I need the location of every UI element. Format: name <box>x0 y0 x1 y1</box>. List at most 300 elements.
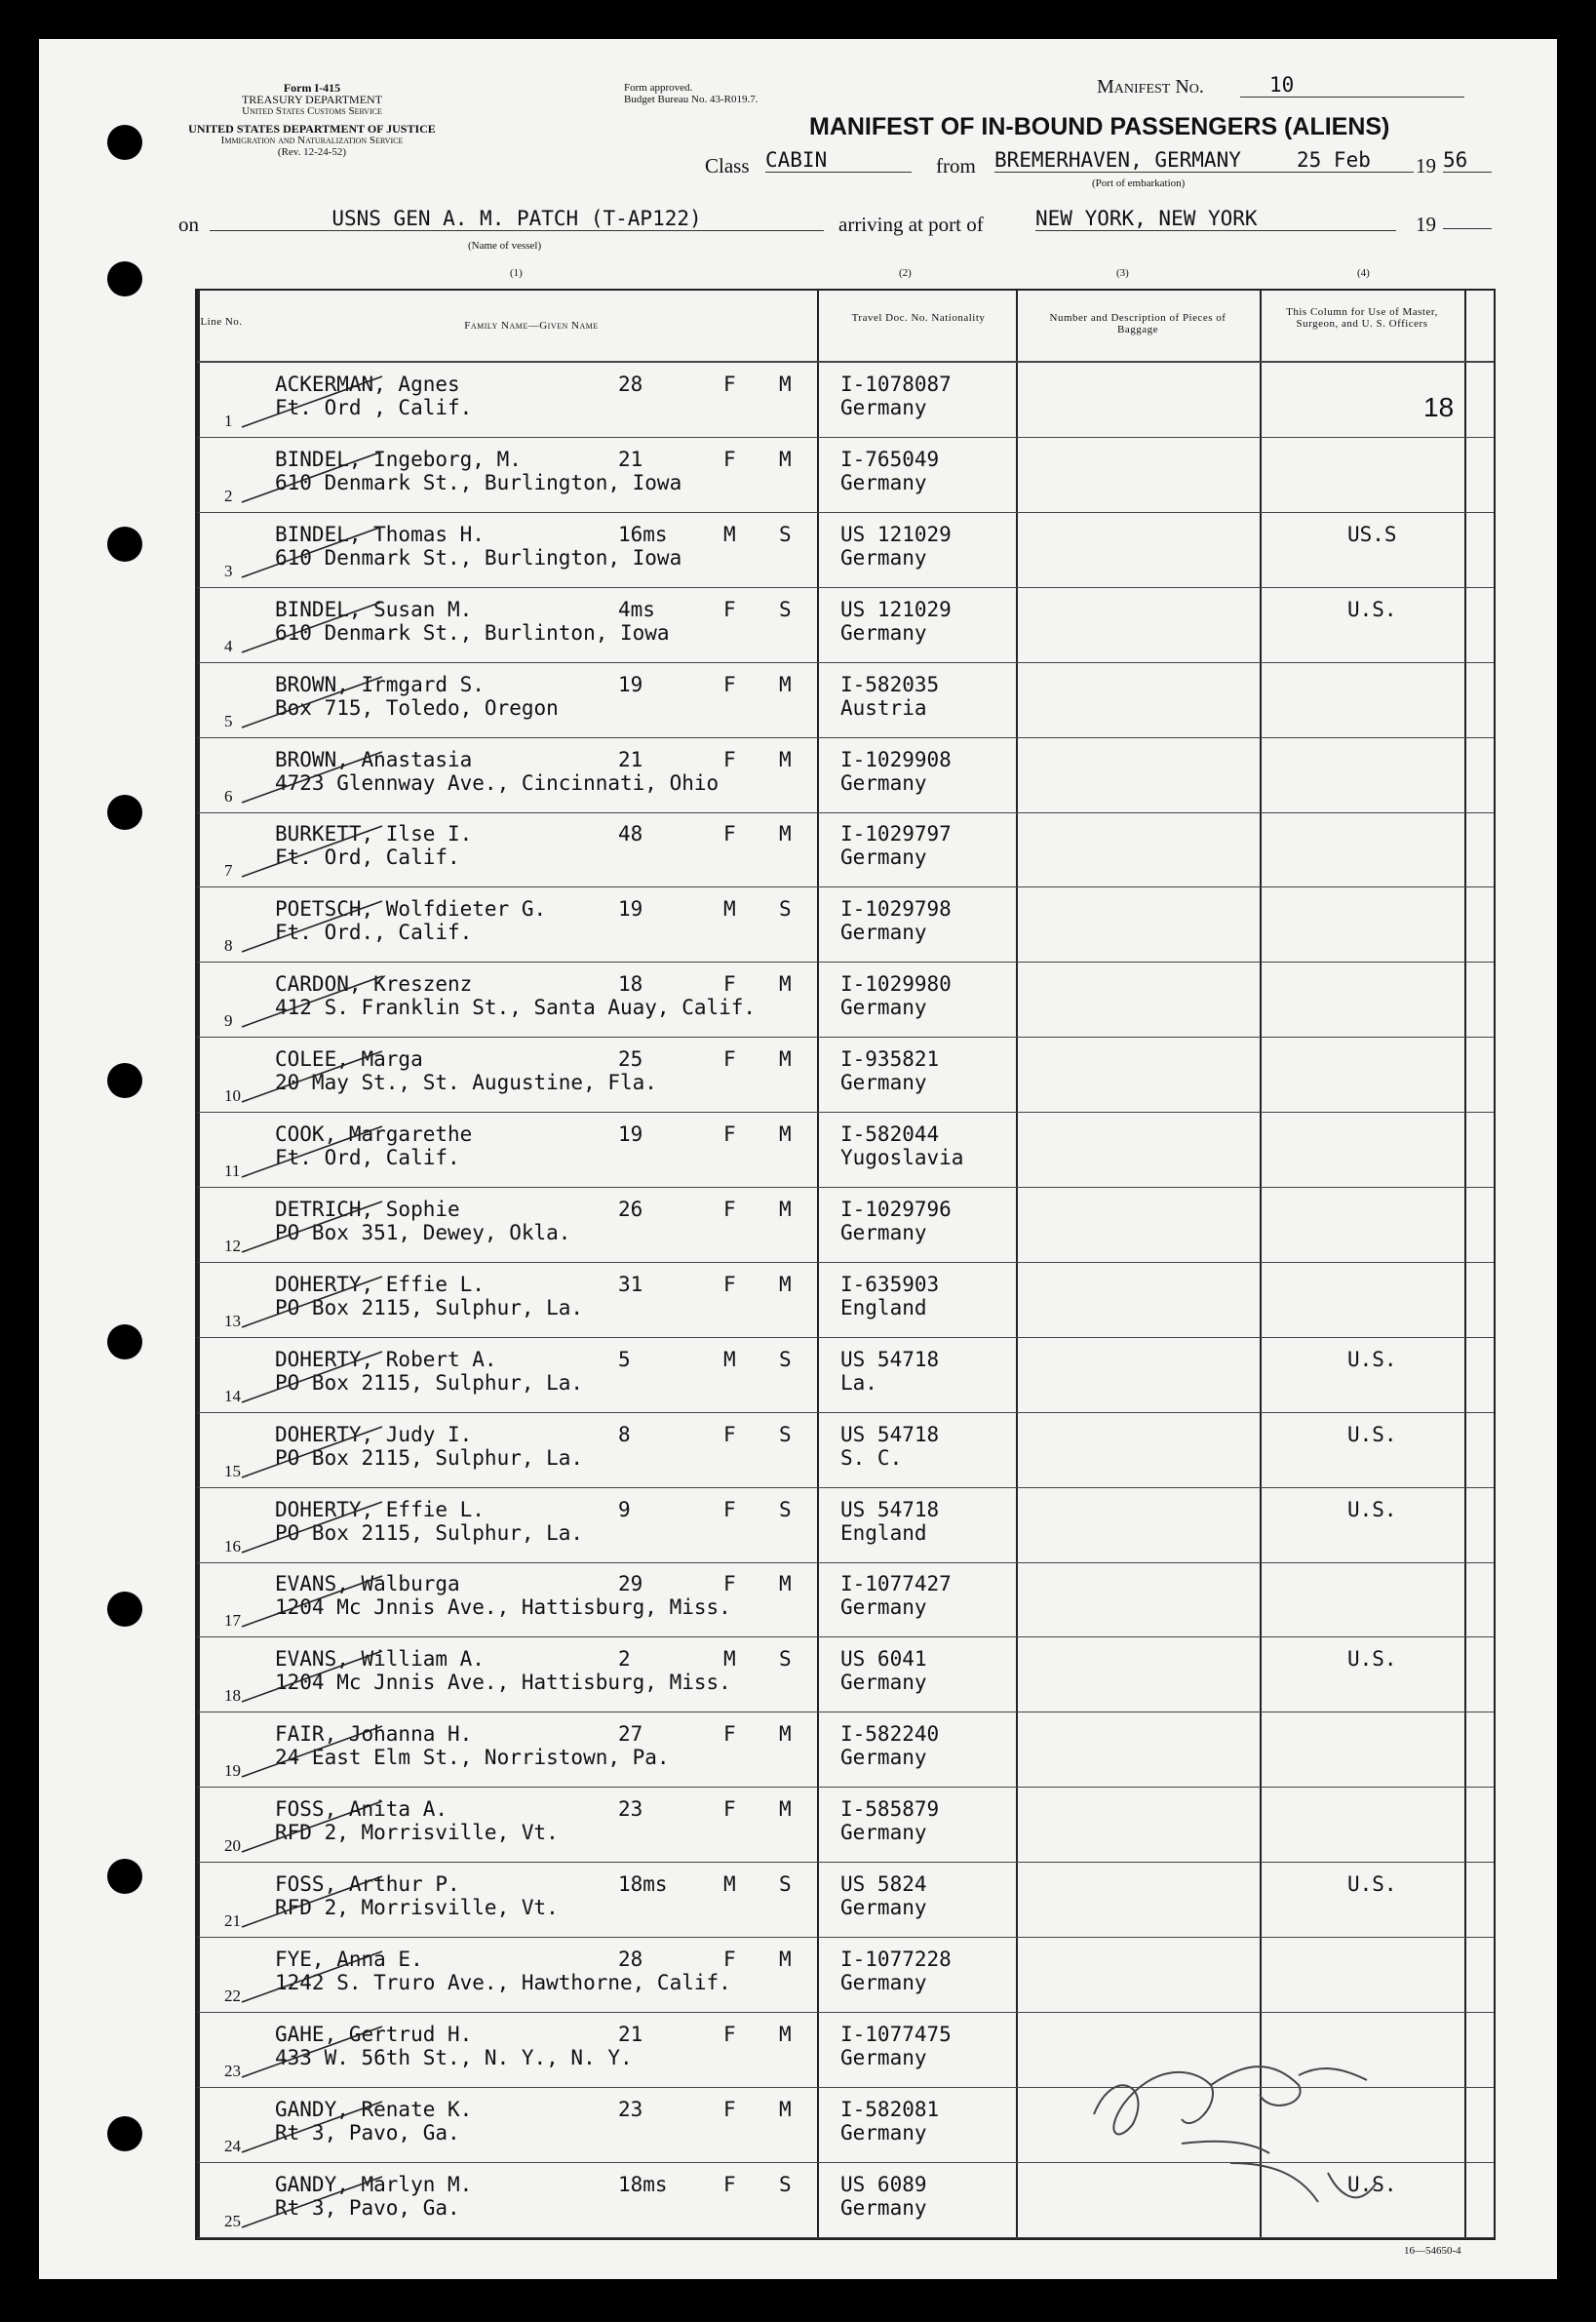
embarkation-date: 25 Feb <box>1297 148 1371 172</box>
passenger-age: 19 <box>618 672 643 696</box>
col-header-name: Family Name—Given Name <box>464 320 599 332</box>
check-mark <box>236 1196 392 1264</box>
line-number: 15 <box>224 1461 241 1480</box>
punch-hole <box>107 261 142 296</box>
check-mark <box>236 1045 392 1114</box>
check-mark <box>236 1720 392 1789</box>
passenger-address: PO Box 2115, Sulphur, La. <box>275 1370 584 1395</box>
table-row <box>197 887 1494 963</box>
check-mark <box>236 671 392 739</box>
passenger-name: GANDY, Marlyn M. <box>275 2172 473 2196</box>
nationality: Germany <box>840 996 927 1020</box>
travel-doc-no: I-1077475 <box>840 2022 952 2046</box>
marital-status: S <box>779 597 792 621</box>
marital-status: M <box>779 1197 792 1221</box>
nationality: Germany <box>840 1671 927 1695</box>
check-mark <box>236 2096 392 2164</box>
travel-doc-no: I-1029798 <box>840 897 952 922</box>
ins-service: Immigration and Naturalization Service <box>220 135 404 146</box>
marital-status: S <box>779 897 792 922</box>
passenger-sex: F <box>723 822 736 846</box>
nationality: England <box>840 1520 927 1545</box>
customs-service: United States Customs Service <box>242 105 382 117</box>
nationality: Germany <box>840 921 927 945</box>
justice-dept: UNITED STATES DEPARTMENT OF JUSTICE <box>188 122 436 136</box>
line-number: 21 <box>224 1911 241 1930</box>
passenger-name: COOK, Margarethe <box>275 1122 473 1146</box>
passenger-name: BROWN, Irmgard S. <box>275 672 485 696</box>
passenger-sex: F <box>723 2097 736 2121</box>
col-num-2: (2) <box>899 267 912 279</box>
passenger-sex: M <box>723 1347 736 1371</box>
marital-status: M <box>779 447 792 471</box>
check-mark <box>236 1346 392 1414</box>
table-row <box>197 1712 1494 1788</box>
line-number: 17 <box>224 1611 241 1631</box>
travel-doc-no: I-765049 <box>840 447 940 471</box>
passenger-age: 19 <box>618 1122 643 1146</box>
travel-doc-no: US 121029 <box>840 597 952 621</box>
line-number: 25 <box>224 2211 241 2230</box>
table-row <box>197 1413 1494 1488</box>
table-row <box>197 1263 1494 1338</box>
marital-status: M <box>779 2022 792 2046</box>
travel-doc-no: I-1029980 <box>840 972 952 997</box>
travel-doc-no: US 121029 <box>840 522 952 546</box>
check-mark <box>236 1496 392 1564</box>
line-number: 19 <box>224 1761 241 1781</box>
nationality: Germany <box>840 1071 927 1095</box>
passenger-sex: M <box>723 522 736 546</box>
nationality: England <box>840 1295 927 1319</box>
nationality: Germany <box>840 2120 927 2145</box>
table-row <box>197 513 1494 588</box>
passenger-name: BROWN, Anastasia <box>275 747 473 771</box>
check-mark <box>236 1870 392 1939</box>
year-prefix: 19 <box>1416 154 1436 177</box>
officer-note: U.S. <box>1347 1647 1397 1672</box>
passenger-name: GAHE, Gertrud H. <box>275 2022 473 2046</box>
table-row <box>197 1338 1494 1413</box>
year-prefix-2: 19 <box>1416 213 1436 236</box>
travel-doc-no: I-1078087 <box>840 373 952 396</box>
passenger-sex: F <box>723 1047 736 1072</box>
nationality: Germany <box>840 1970 927 1994</box>
col-num-4: (4) <box>1357 267 1370 279</box>
marital-status: M <box>779 672 792 696</box>
marital-status: M <box>779 747 792 771</box>
passenger-address: PO Box 2115, Sulphur, La. <box>275 1445 584 1470</box>
treasury-dept: TREASURY DEPARTMENT <box>241 93 383 106</box>
table-row <box>197 1488 1494 1563</box>
col-header-officers: This Column for Use of Master, Surgeon, and U. S. Officers <box>1286 306 1438 330</box>
passenger-name: CARDON, Kreszenz <box>275 972 473 997</box>
officer-note: U.S. <box>1347 2172 1397 2196</box>
check-mark <box>236 596 392 664</box>
nationality: Yugoslavia <box>840 1146 964 1169</box>
manifest-no-value: 10 <box>1240 73 1464 98</box>
nationality: Germany <box>840 2195 927 2220</box>
passenger-name: BINDEL, Susan M. <box>275 597 473 621</box>
marital-status: M <box>779 1572 792 1596</box>
table-row <box>197 738 1494 813</box>
table-row <box>197 1637 1494 1712</box>
passenger-age: 19 <box>618 897 643 922</box>
passenger-address: 610 Denmark St., Burlington, Iowa <box>275 470 682 494</box>
passenger-name: DOHERTY, Effie L. <box>275 1497 485 1521</box>
passenger-sex: F <box>723 1197 736 1221</box>
line-number: 5 <box>224 711 233 730</box>
check-mark <box>236 1121 392 1189</box>
marital-status: M <box>779 822 792 846</box>
passenger-address: 24 East Elm St., Norristown, Pa. <box>275 1746 670 1770</box>
passenger-name: FOSS, Anita A. <box>275 1797 448 1822</box>
nationality: Germany <box>840 846 927 870</box>
line-number: 20 <box>224 1836 241 1856</box>
nationality: Germany <box>840 396 927 419</box>
nationality: S. C. <box>840 1445 903 1470</box>
passenger-address: RFD 2, Morrisville, Vt. <box>275 1821 559 1845</box>
line-number: 9 <box>224 1011 233 1031</box>
passenger-age: 23 <box>618 1797 643 1822</box>
check-mark <box>236 2171 392 2239</box>
footer-code: 16—54650-4 <box>1404 2245 1461 2257</box>
line-number: 2 <box>224 486 233 505</box>
passenger-name: ACKERMAN, Agnes <box>275 373 460 396</box>
check-mark <box>236 521 392 589</box>
port-caption: (Port of embarkation) <box>1092 177 1186 189</box>
check-mark <box>236 2021 392 2089</box>
line-number: 13 <box>224 1311 241 1330</box>
budget-bureau: Budget Bureau No. 43-R019.7. <box>624 94 759 105</box>
passenger-sex: F <box>723 1422 736 1446</box>
class-label: Class <box>705 154 750 177</box>
passenger-sex: F <box>723 1572 736 1596</box>
passenger-sex: F <box>723 2172 736 2196</box>
passenger-name: BURKETT, Ilse I. <box>275 822 473 846</box>
travel-doc-no: US 6089 <box>840 2172 927 2196</box>
passenger-sex: F <box>723 373 736 396</box>
nationality: Germany <box>840 1821 927 1845</box>
passenger-age: 16ms <box>618 522 668 546</box>
passenger-address: Box 715, Toledo, Oregon <box>275 695 559 720</box>
col-header-line: Line No. <box>200 316 243 328</box>
passenger-age: 18ms <box>618 1872 668 1896</box>
officer-note: US.S <box>1347 522 1397 546</box>
year-blank <box>1443 228 1492 229</box>
check-mark <box>236 1645 392 1713</box>
approval-block <box>624 82 758 105</box>
passenger-sex: F <box>723 972 736 997</box>
officer-signature <box>1074 2027 1406 2222</box>
passenger-address: 20 May St., St. Augustine, Fla. <box>275 1071 657 1095</box>
passenger-address: 610 Denmark St., Burlington, Iowa <box>275 545 682 570</box>
punch-hole <box>107 125 142 160</box>
nationality: Germany <box>840 770 927 795</box>
officer-note: U.S. <box>1347 597 1397 621</box>
passenger-address: Ft. Ord, Calif. <box>275 1146 460 1169</box>
table-row <box>197 1562 1494 1637</box>
table-row <box>197 812 1494 887</box>
passenger-address: Rt 3, Pavo, Ga. <box>275 2195 460 2220</box>
officer-note: U.S. <box>1347 1347 1397 1371</box>
passenger-name: BINDEL, Ingeborg, M. <box>275 447 522 471</box>
passenger-address: 1204 Mc Jnnis Ave., Hattisburg, Miss. <box>275 1671 731 1695</box>
passenger-address: Ft. Ord., Calif. <box>275 921 473 945</box>
passenger-name: DOHERTY, Judy I. <box>275 1422 473 1446</box>
check-mark <box>236 820 392 888</box>
col-num-1: (1) <box>510 267 523 279</box>
passenger-name: COLEE, Marga <box>275 1047 423 1072</box>
nationality: La. <box>840 1370 877 1395</box>
revision-date: (Rev. 12-24-52) <box>277 146 347 158</box>
punch-hole <box>107 795 142 830</box>
table-row <box>197 663 1494 738</box>
officer-count-note: 18 <box>1423 392 1455 422</box>
table-row <box>197 363 1494 438</box>
passenger-name: POETSCH, Wolfdieter G. <box>275 897 547 922</box>
col-header-doc: Travel Doc. No. Nationality <box>851 312 986 324</box>
passenger-address: 1204 Mc Jnnis Ave., Hattisburg, Miss. <box>275 1595 731 1620</box>
passenger-age: 8 <box>618 1422 631 1446</box>
on-label: on <box>178 213 199 236</box>
passenger-address: RFD 2, Morrisville, Vt. <box>275 1896 559 1919</box>
passenger-sex: F <box>723 447 736 471</box>
table-row <box>197 1863 1494 1938</box>
table-row <box>197 1113 1494 1188</box>
line-number: 11 <box>224 1161 241 1180</box>
line-number: 3 <box>224 561 233 580</box>
passenger-sex: F <box>723 1122 736 1146</box>
travel-doc-no: I-1029797 <box>840 822 952 846</box>
travel-doc-no: US 54718 <box>840 1347 940 1371</box>
passenger-age: 4ms <box>618 597 655 621</box>
passenger-address: 4723 Glennway Ave., Cincinnati, Ohio <box>275 770 720 795</box>
passenger-sex: F <box>723 1947 736 1971</box>
nationality: Germany <box>840 1220 927 1244</box>
check-mark <box>236 371 392 439</box>
marital-status: S <box>779 1422 792 1446</box>
passenger-address: 1242 S. Truro Ave., Hawthorne, Calif. <box>275 1970 731 1994</box>
passenger-address: Ft. Ord, Calif. <box>275 846 460 870</box>
line-number: 1 <box>224 412 233 430</box>
col-header-baggage: Number and Description of Pieces of Baggage <box>1049 312 1226 335</box>
line-number: 14 <box>224 1386 241 1405</box>
vessel-caption: (Name of vessel) <box>468 240 542 252</box>
passenger-age: 48 <box>618 822 643 846</box>
check-mark <box>236 1946 392 2014</box>
table-row <box>197 1788 1494 1863</box>
marital-status: M <box>779 373 792 396</box>
passenger-age: 26 <box>618 1197 643 1221</box>
line-number: 16 <box>224 1536 241 1555</box>
marital-status: M <box>779 972 792 997</box>
line-number: 18 <box>224 1686 241 1706</box>
passenger-sex: M <box>723 1647 736 1672</box>
marital-status: M <box>779 1722 792 1747</box>
passenger-sex: F <box>723 1272 736 1296</box>
check-mark <box>236 1271 392 1339</box>
passenger-address: PO Box 2115, Sulphur, La. <box>275 1520 584 1545</box>
nationality: Germany <box>840 620 927 645</box>
embarkation-port: BREMERHAVEN, GERMANY <box>994 148 1414 173</box>
passenger-name: BINDEL, Thomas H. <box>275 522 485 546</box>
travel-doc-no: US 54718 <box>840 1422 940 1446</box>
line-number: 24 <box>224 2136 241 2155</box>
passenger-sex: M <box>723 1872 736 1896</box>
passenger-age: 2 <box>618 1647 631 1672</box>
travel-doc-no: I-582240 <box>840 1722 940 1747</box>
punch-hole <box>107 1063 142 1098</box>
passenger-name: DOHERTY, Effie L. <box>275 1272 485 1296</box>
class-value: CABIN <box>765 148 912 173</box>
passenger-sex: M <box>723 897 736 922</box>
punch-hole <box>107 527 142 562</box>
passenger-age: 25 <box>618 1047 643 1072</box>
passenger-name: FOSS, Arthur P. <box>275 1872 460 1896</box>
passenger-age: 9 <box>618 1497 631 1521</box>
passenger-age: 31 <box>618 1272 643 1296</box>
check-mark <box>236 446 392 514</box>
travel-doc-no: I-1029796 <box>840 1197 952 1221</box>
passenger-age: 5 <box>618 1347 631 1371</box>
passenger-address: 412 S. Franklin St., Santa Auay, Calif. <box>275 996 757 1020</box>
manifest-title: MANIFEST OF IN-BOUND PASSENGERS (ALIENS) <box>809 113 1390 140</box>
vessel-name: USNS GEN A. M. PATCH (T-AP122) <box>210 207 824 231</box>
marital-status: S <box>779 1347 792 1371</box>
passenger-age: 21 <box>618 447 643 471</box>
passenger-name: EVANS, William A. <box>275 1647 485 1672</box>
passenger-name: DETRICH, Sophie <box>275 1197 460 1221</box>
col-num-3: (3) <box>1116 267 1129 279</box>
passenger-age: 21 <box>618 747 643 771</box>
passenger-age: 23 <box>618 2097 643 2121</box>
passenger-sex: F <box>723 1722 736 1747</box>
passenger-sex: F <box>723 672 736 696</box>
marital-status: M <box>779 1797 792 1822</box>
table-row <box>197 588 1494 663</box>
passenger-sex: F <box>723 2022 736 2046</box>
marital-status: M <box>779 1047 792 1072</box>
line-number: 10 <box>224 1086 241 1106</box>
table-row <box>197 1188 1494 1263</box>
travel-doc-no: I-582081 <box>840 2097 940 2121</box>
passenger-name: DOHERTY, Robert A. <box>275 1347 497 1371</box>
travel-doc-no: I-935821 <box>840 1047 940 1072</box>
line-number: 22 <box>224 1986 241 2005</box>
form-number: Form I-415 <box>283 81 341 95</box>
travel-doc-no: I-582044 <box>840 1122 940 1146</box>
passenger-age: 18ms <box>618 2172 668 2196</box>
passenger-name: FYE, Anna E. <box>275 1947 423 1971</box>
officer-note: U.S. <box>1347 1422 1397 1446</box>
from-label: from <box>936 154 976 177</box>
marital-status: M <box>779 1272 792 1296</box>
line-number: 23 <box>224 2061 241 2080</box>
passenger-age: 28 <box>618 1947 643 1971</box>
travel-doc-no: I-582035 <box>840 672 940 696</box>
punch-hole <box>107 1592 142 1627</box>
passenger-name: GANDY, Renate K. <box>275 2097 473 2121</box>
officer-note: U.S. <box>1347 1872 1397 1896</box>
check-mark <box>236 1421 392 1489</box>
nationality: Germany <box>840 2045 927 2069</box>
passenger-address: Rt 3, Pavo, Ga. <box>275 2120 460 2145</box>
marital-status: M <box>779 2097 792 2121</box>
officer-note: U.S. <box>1347 1497 1397 1521</box>
marital-status: M <box>779 1947 792 1971</box>
passenger-age: 28 <box>618 373 643 396</box>
form-approved: Form approved. <box>624 82 693 94</box>
check-mark <box>236 895 392 964</box>
line-number: 7 <box>224 861 233 881</box>
marital-status: S <box>779 1497 792 1521</box>
travel-doc-no: I-1077427 <box>840 1572 952 1596</box>
passenger-sex: F <box>723 747 736 771</box>
passenger-sex: F <box>723 1497 736 1521</box>
nationality: Germany <box>840 1595 927 1620</box>
marital-status: S <box>779 2172 792 2196</box>
marital-status: S <box>779 1872 792 1896</box>
line-number: 6 <box>224 786 233 806</box>
check-mark <box>236 746 392 814</box>
travel-doc-no: US 54718 <box>840 1497 940 1521</box>
line-number: 8 <box>224 936 233 956</box>
passenger-address: PO Box 351, Dewey, Okla. <box>275 1220 571 1244</box>
nationality: Austria <box>840 695 927 720</box>
passenger-address: Ft. Ord , Calif. <box>275 396 473 419</box>
travel-doc-no: US 6041 <box>840 1647 927 1672</box>
nationality: Germany <box>840 1746 927 1770</box>
arrival-port: NEW YORK, NEW YORK <box>1035 207 1396 231</box>
table-row <box>197 438 1494 513</box>
year-value: 56 <box>1443 148 1492 173</box>
passenger-address: PO Box 2115, Sulphur, La. <box>275 1295 584 1319</box>
travel-doc-no: I-585879 <box>840 1797 940 1822</box>
punch-hole <box>107 1324 142 1359</box>
passenger-age: 21 <box>618 2022 643 2046</box>
travel-doc-no: I-1029908 <box>840 747 952 771</box>
table-row <box>197 1938 1494 2013</box>
passenger-age: 18 <box>618 972 643 997</box>
passenger-sex: F <box>723 1797 736 1822</box>
passenger-address: 610 Denmark St., Burlinton, Iowa <box>275 620 670 645</box>
check-mark <box>236 970 392 1039</box>
punch-hole <box>107 2116 142 2151</box>
travel-doc-no: US 5824 <box>840 1872 927 1896</box>
table-row <box>197 963 1494 1038</box>
marital-status: S <box>779 522 792 546</box>
passenger-age: 27 <box>618 1722 643 1747</box>
check-mark <box>236 1570 392 1638</box>
table-row <box>197 1038 1494 1113</box>
passenger-sex: F <box>723 597 736 621</box>
check-mark <box>236 1795 392 1864</box>
travel-doc-no: I-635903 <box>840 1272 940 1296</box>
line-number: 4 <box>224 636 233 655</box>
punch-hole <box>107 1859 142 1894</box>
nationality: Germany <box>840 1896 927 1919</box>
passenger-table <box>195 289 1496 2240</box>
marital-status: S <box>779 1647 792 1672</box>
passenger-name: EVANS, Walburga <box>275 1572 460 1596</box>
manifest-no-label: Manifest No. <box>1097 76 1204 98</box>
arriving-label: arriving at port of <box>838 213 984 236</box>
passenger-age: 29 <box>618 1572 643 1596</box>
nationality: Germany <box>840 470 927 494</box>
marital-status: M <box>779 1122 792 1146</box>
passenger-address: 433 W. 56th St., N. Y., N. Y. <box>275 2045 633 2069</box>
